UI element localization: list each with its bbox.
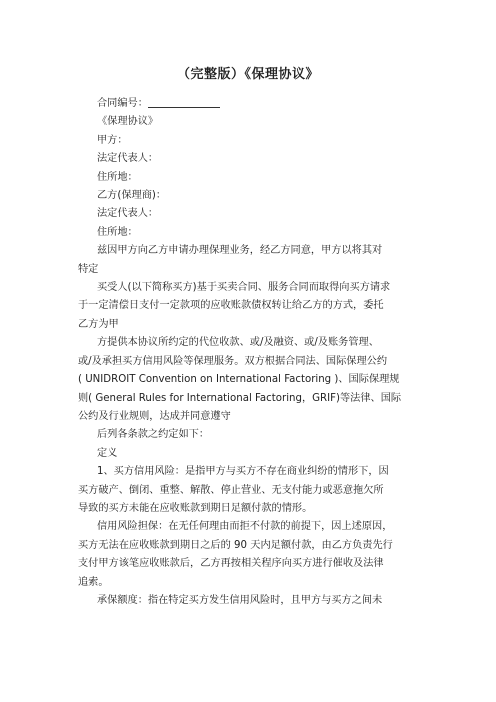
contract-number-blank: [148, 96, 220, 108]
preamble-line: 方提供本协议所约定的代位收款、或/及融资、或/及账务管理、: [97, 337, 379, 349]
party-b-representative: 法定代表人：: [97, 208, 159, 220]
definition-line: 买方破产、倒闭、重整、解散、停止营业、无支付能力或恶意拖欠所: [78, 484, 384, 496]
preamble-line: 则( General Rules for International Factoring，GRIF)等法律、国际: [78, 392, 402, 404]
preamble-line: 于一定清偿日支付一定款项的应收账款债权转让给乙方的方式，委托: [78, 300, 384, 312]
definition-line: 追索。: [78, 576, 109, 588]
contract-number-label: 合同编号：: [97, 98, 148, 109]
preamble-line: ( UNIDROIT Convention on International Factoring )、国际保理规: [78, 374, 400, 386]
document-title: （完整版）《保理协议》: [176, 67, 319, 82]
definition-line: 买方无法在应收账款到期日之后的 90 天内足额付款，由乙方负责先行: [78, 539, 393, 551]
definition-line: 承保额度：指在特定买方发生信用风险时，且甲方与买方之间未: [97, 594, 383, 606]
party-a-label: 甲方：: [97, 134, 128, 146]
contract-number-line: [78, 95, 418, 113]
party-b-address: 住所地：: [97, 226, 138, 238]
preamble-line: 或/及承担买方信用风险等保理服务。双方根据合同法、国际保理公约: [78, 355, 388, 367]
definition-line: 支付甲方该笔应收账款后，乙方再按相关程序向买方进行催收及法律: [78, 558, 384, 570]
preamble-line: 特定: [78, 263, 99, 275]
preamble-line: 公约及行业规则，达成并同意遵守: [78, 410, 231, 422]
party-a-representative: 法定代表人：: [97, 153, 159, 165]
preamble-line: 乙方为甲: [78, 318, 119, 330]
section-heading-definitions: 定义: [97, 447, 118, 459]
preamble-line: 兹因甲方向乙方申请办理保理业务，经乙方同意，甲方以将其对: [97, 245, 383, 257]
party-b-label: 乙方(保理商)：: [97, 190, 167, 202]
definition-line: 信用风险担保：在无任何理由而拒不付款的前提下，因上述原因，: [97, 521, 393, 533]
preamble-line: 后列各条款之约定如下：: [97, 429, 210, 441]
party-a-address: 住所地：: [97, 171, 138, 183]
definition-line: 1、买方信用风险：是指甲方与买方不存在商业纠纷的情形下，因: [97, 466, 389, 478]
document-body: [78, 95, 418, 610]
preamble-line: 买受人(以下简称买方)基于买卖合同、服务合同而取得向买方请求: [97, 282, 391, 294]
agreement-name: 《保理协议》: [97, 116, 159, 128]
definition-line: 导致的买方未能在应收账款到期日足额付款的情形。: [78, 502, 313, 514]
